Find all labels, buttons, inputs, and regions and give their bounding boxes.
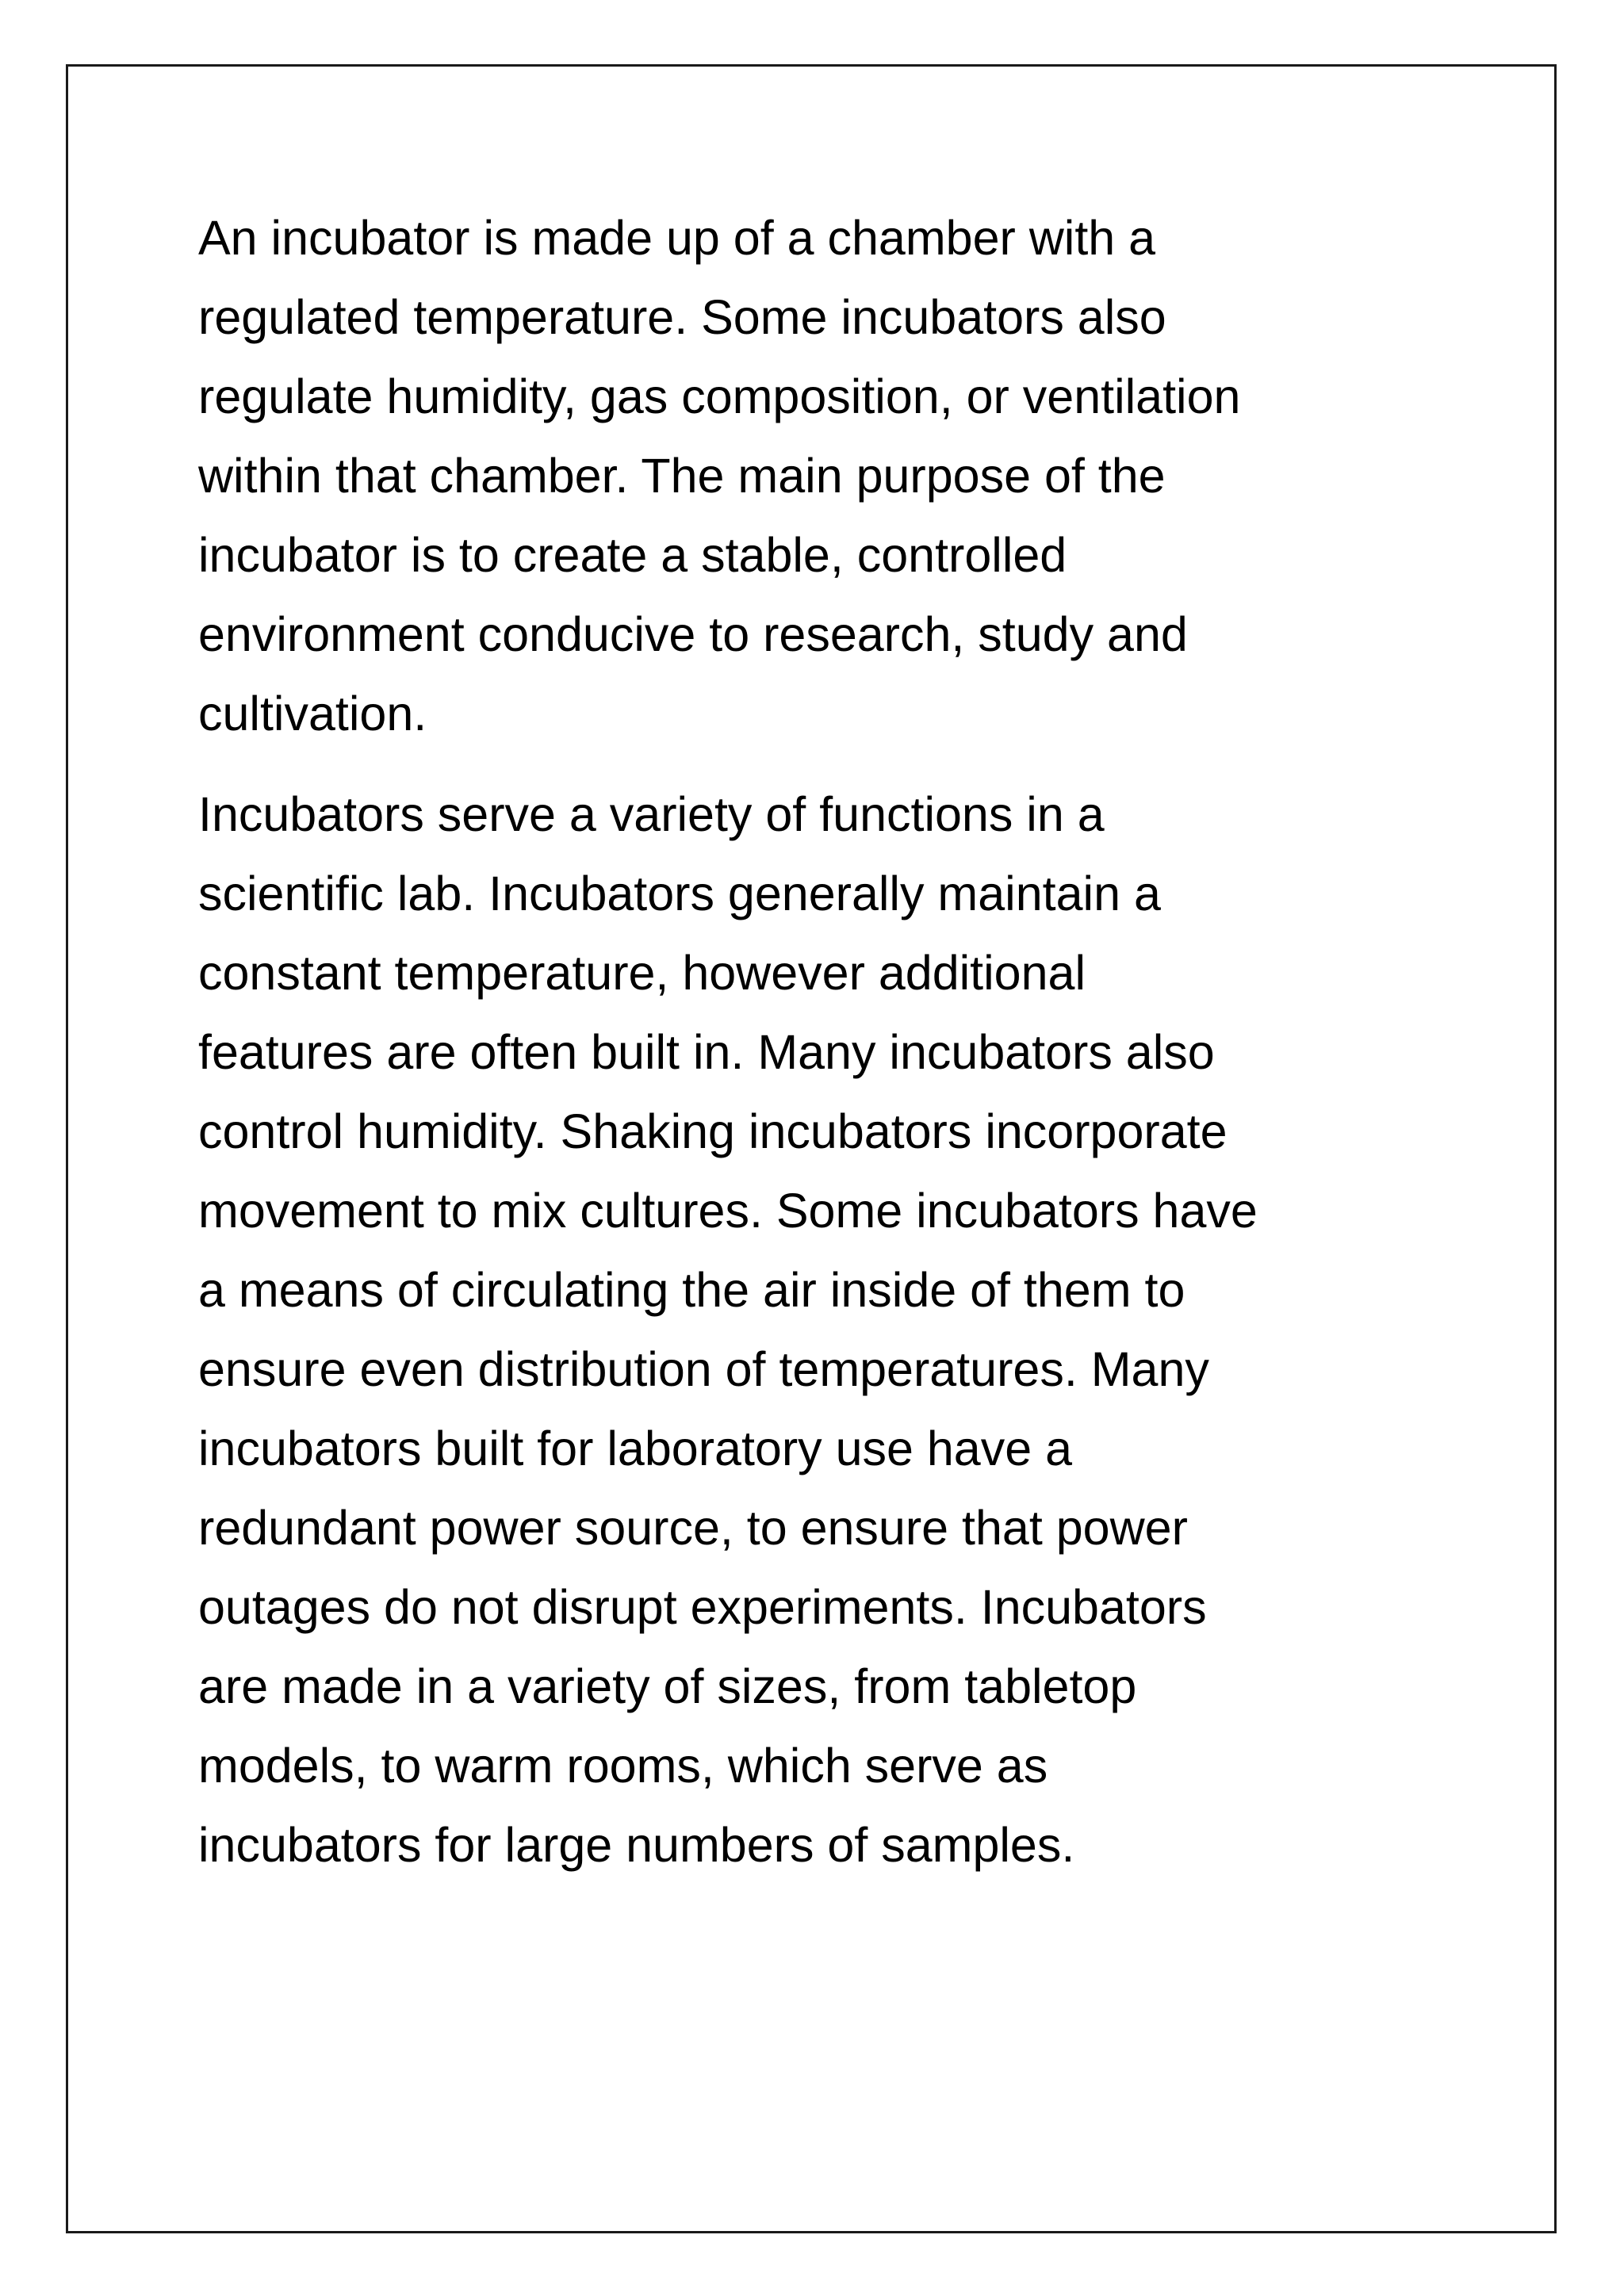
paragraph-line: cultivation. bbox=[198, 687, 427, 740]
paragraph-line: redundant power source, to ensure that power bbox=[198, 1501, 1188, 1555]
paragraph-line: scientific lab. Incubators generally maintain a bbox=[198, 867, 1161, 920]
paragraph-2 bbox=[198, 775, 1451, 1885]
paragraph-line: environment conducive to research, study and bbox=[198, 607, 1188, 661]
paragraph-line: incubators built for laboratory use have a bbox=[198, 1422, 1073, 1475]
paragraph-line: incubator is to create a stable, controlled bbox=[198, 528, 1067, 582]
paragraph-line: control humidity. Shaking incubators incorporate bbox=[198, 1104, 1228, 1158]
paragraph-line: are made in a variety of sizes, from tabletop bbox=[198, 1659, 1137, 1713]
paragraph-line: Incubators serve a variety of functions in a bbox=[198, 787, 1105, 841]
paragraph-line: movement to mix cultures. Some incubators have bbox=[198, 1184, 1258, 1238]
document-body bbox=[198, 198, 1451, 1885]
paragraph-line: a means of circulating the air inside of them to bbox=[198, 1263, 1185, 1317]
paragraph-line: outages do not disrupt experiments. Incubators bbox=[198, 1580, 1207, 1634]
paragraph-line: regulated temperature. Some incubators also bbox=[198, 290, 1166, 344]
paragraph-line: regulate humidity, gas composition, or ventilation bbox=[198, 369, 1241, 423]
paragraph-line: features are often built in. Many incubators also bbox=[198, 1025, 1215, 1079]
paragraph-line: within that chamber. The main purpose of the bbox=[198, 449, 1166, 503]
paragraph-line: constant temperature, however additional bbox=[198, 946, 1086, 1000]
paragraph-line: An incubator is made up of a chamber with a bbox=[198, 211, 1156, 265]
paragraph-line: incubators for large numbers of samples. bbox=[198, 1818, 1075, 1872]
paragraph-1 bbox=[198, 198, 1451, 753]
paragraph-line: models, to warm rooms, which serve as bbox=[198, 1739, 1048, 1793]
paragraph-line: ensure even distribution of temperatures. Many bbox=[198, 1342, 1209, 1396]
